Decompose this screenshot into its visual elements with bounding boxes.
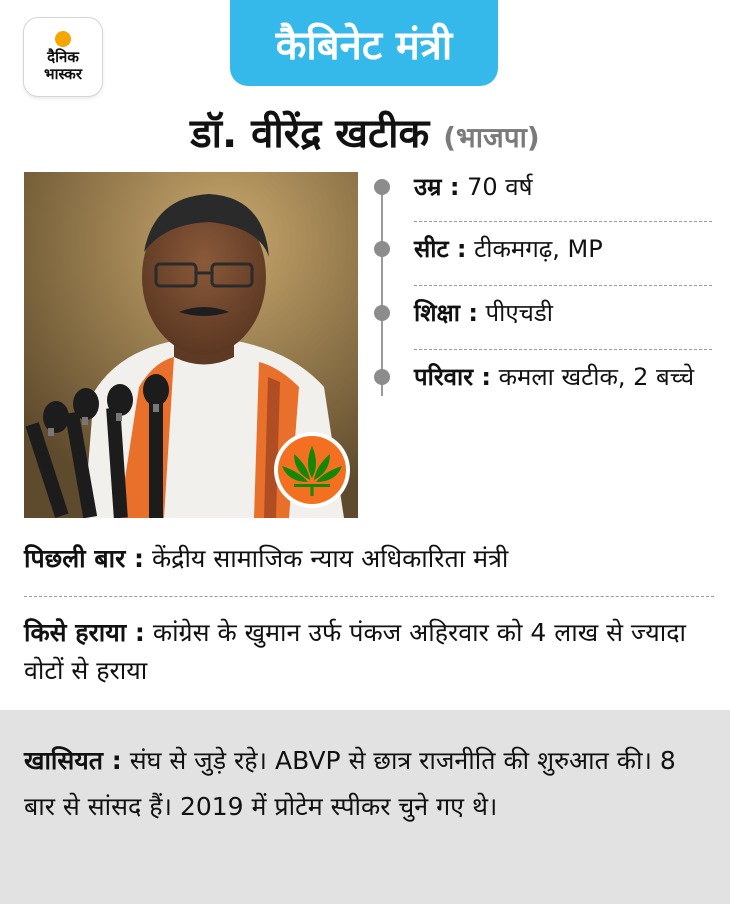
fact-value: टीकमगढ़, MP xyxy=(466,235,603,263)
bullet-dot xyxy=(374,241,390,257)
logo-text-line1: दैनिक xyxy=(47,48,79,66)
fact-education xyxy=(372,296,712,330)
divider xyxy=(414,349,712,350)
fact-age xyxy=(372,170,712,204)
fact-value: 70 वर्ष xyxy=(459,173,533,201)
fact-label: परिवार : xyxy=(414,363,491,391)
defeated-opponent xyxy=(24,614,714,690)
minister-photo xyxy=(24,172,358,518)
logo-text-line2: भास्कर xyxy=(44,65,82,83)
divider xyxy=(24,596,714,597)
speciality-label: खासियत : xyxy=(24,746,122,775)
category-badge: कैबिनेट मंत्री xyxy=(230,0,498,86)
fact-list xyxy=(372,170,712,450)
bullet-dot xyxy=(374,179,390,195)
speciality-value: संघ से जुड़े रहे। ABVP से छात्र राजनीति की शुरुआत की। 8 बार से सांसद हैं। 2019 में प्रोटेम स्पीकर चुने गए थे। xyxy=(24,746,676,821)
defeated-label: किसे हराया : xyxy=(24,618,145,647)
divider xyxy=(414,285,712,286)
fact-value: पीएचडी xyxy=(477,299,553,327)
sun-icon xyxy=(55,31,71,47)
fact-label: उम्र : xyxy=(414,173,460,201)
speciality-text xyxy=(24,738,714,830)
divider xyxy=(414,221,712,222)
fact-value: कमला खटीक, 2 बच्चे xyxy=(491,363,695,391)
speciality-box xyxy=(0,710,730,904)
previous-term xyxy=(24,540,714,578)
dainik-bhaskar-logo xyxy=(24,18,102,96)
bullet-dot xyxy=(374,369,390,385)
fact-label: शिक्षा : xyxy=(414,299,478,327)
title-row xyxy=(0,104,730,158)
previous-value: केंद्रीय सामाजिक न्याय अधिकारिता मंत्री xyxy=(144,544,509,573)
party-name: (भाजपा) xyxy=(443,121,540,154)
lotus-icon xyxy=(274,432,350,508)
fact-label: सीट : xyxy=(414,235,467,263)
previous-label: पिछली बार : xyxy=(24,544,145,573)
fact-family xyxy=(372,360,712,394)
fact-seat xyxy=(372,232,712,266)
bullet-dot xyxy=(374,305,390,321)
defeated-value: कांग्रेस के खुमान उर्फ पंकज अहिरवार को 4 लाख से ज्यादा वोटों से हराया xyxy=(24,618,686,685)
minister-name: डॉ. वीरेंद्र खटीक xyxy=(190,111,430,157)
